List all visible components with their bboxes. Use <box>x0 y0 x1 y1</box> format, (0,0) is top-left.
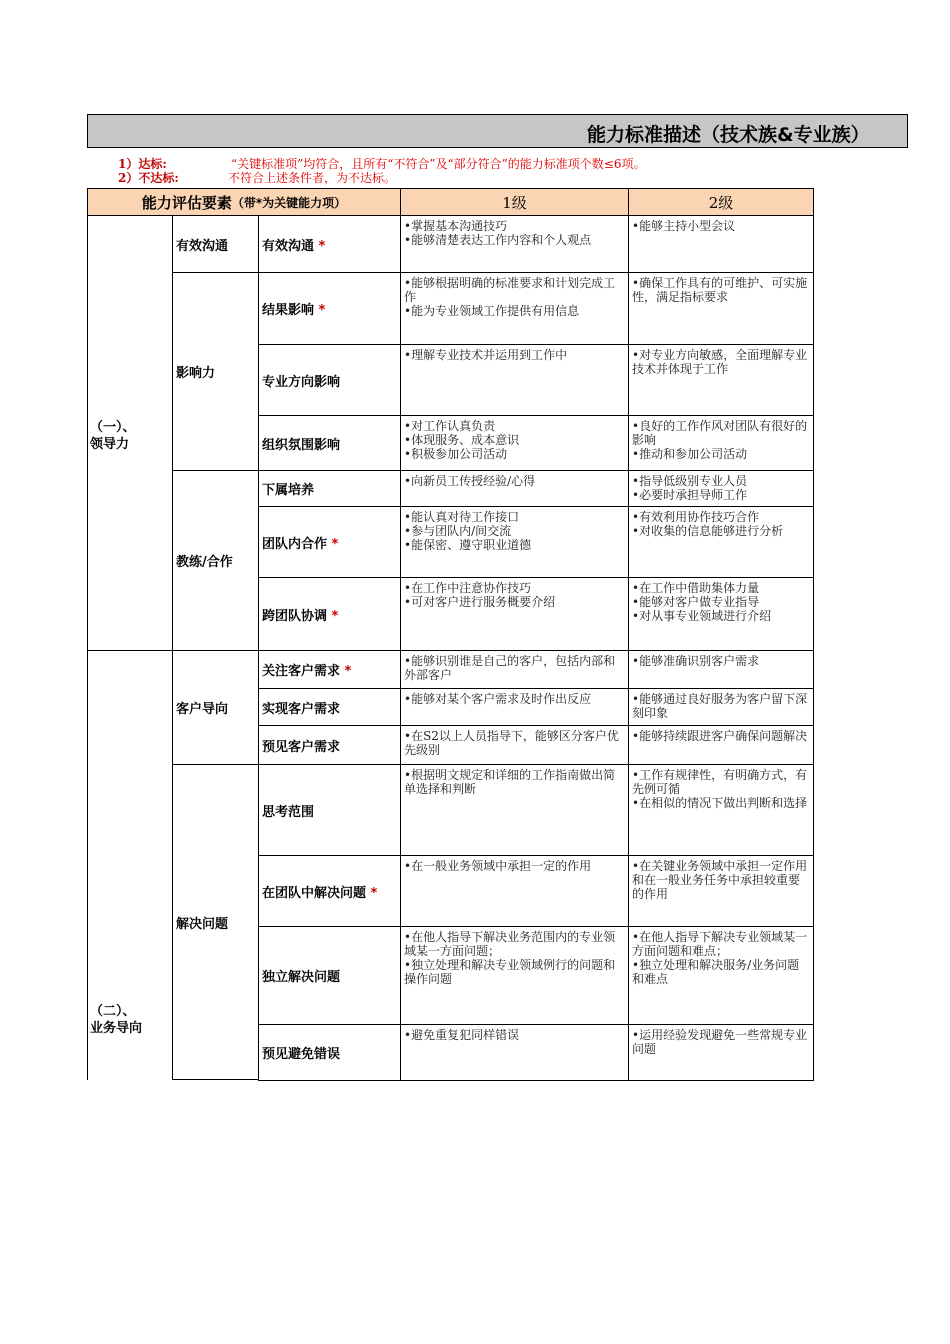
group-customer <box>172 650 259 765</box>
key-item-star: * <box>370 885 378 901</box>
item-row-1-name <box>258 272 401 345</box>
header-level1-cell <box>400 188 629 216</box>
header-level2-cell <box>628 188 814 216</box>
item-row-13-level1 <box>400 1024 629 1081</box>
page-title: 能力标准描述（技术族&专业族） <box>587 124 870 146</box>
criteria-note-fail-key: 2）不达标: <box>118 171 179 185</box>
item-row-1-level2-text: •确保工作具有的可维护、可实施性，满足指标要求 <box>632 276 808 304</box>
item-row-11-level2 <box>628 855 814 927</box>
category-label-business <box>90 1003 142 1037</box>
item-row-3-name <box>258 415 401 471</box>
group-customer-label: 客户导向 <box>176 702 229 717</box>
group-communication <box>172 215 259 273</box>
key-item-star: * <box>331 608 339 624</box>
item-row-5-level1-text: •能认真对待工作接口 •参与团队内/间交流 •能保密、遵守职业道德 <box>404 510 532 552</box>
item-row-8-level1 <box>400 688 629 726</box>
header-level2-label: 2级 <box>708 193 734 212</box>
item-row-2-name-text: 专业方向影响 <box>262 374 341 390</box>
item-row-4-level2 <box>628 470 814 507</box>
item-row-13-name-text: 预见避免错误 <box>262 1047 341 1062</box>
item-row-0-name <box>258 215 401 273</box>
item-row-9-level2 <box>628 725 814 765</box>
item-row-7-level2 <box>628 650 814 689</box>
item-row-6-level2 <box>628 577 814 651</box>
item-row-1-level1 <box>400 272 629 345</box>
item-row-4-level1 <box>400 470 629 507</box>
item-row-7-level1 <box>400 650 629 689</box>
criteria-note-fail <box>118 171 397 185</box>
item-row-5-level1 <box>400 506 629 578</box>
item-row-13-name <box>258 1024 401 1081</box>
item-row-12-level2-text: •在他人指导下解决专业领域某一方面问题和难点； •独立处理和解决服务/业务问题和难点 <box>632 930 808 986</box>
table-left-border <box>87 215 88 1080</box>
item-row-9-name <box>258 725 401 765</box>
item-row-13-level2 <box>628 1024 814 1081</box>
item-row-3-level1-text: •对工作认真负责 •体现服务、成本意识 •积极参加公司活动 <box>404 419 520 461</box>
item-row-13-level1-text: •避免重复犯同样错误 <box>404 1028 520 1042</box>
item-row-2-level1 <box>400 344 629 416</box>
item-row-11-level1 <box>400 855 629 927</box>
criteria-note-pass-text: “关键标准项”均符合，且所有“不符合”及“部分符合”的能力标准项个数≤6项。 <box>231 157 646 171</box>
criteria-note-pass-key: 1）达标: <box>118 157 167 171</box>
item-row-0-level2-text: •能够主持小型会议 <box>632 219 736 233</box>
item-row-2-name <box>258 344 401 416</box>
group-coaching-label: 教练/合作 <box>176 555 233 570</box>
item-row-7-level1-text: •能够识别谁是自己的客户，包括内部和外部客户 <box>404 654 616 682</box>
item-row-9-level1-text: •在S2以上人员指导下，能够区分客户优先级别 <box>404 729 619 757</box>
item-row-7-name <box>258 650 401 689</box>
item-row-8-level2 <box>628 688 814 726</box>
category-divider <box>87 650 173 651</box>
item-row-6-level1 <box>400 577 629 651</box>
item-row-5-level2-text: •有效利用协作技巧合作 •对收集的信息能够进行分析 <box>632 510 784 538</box>
item-row-10-level1 <box>400 764 629 856</box>
item-row-9-name-text: 预见客户需求 <box>262 739 341 755</box>
header-level1-label: 1级 <box>502 193 527 212</box>
item-row-10-level1-text: •根据明文规定和详细的工作指南做出简单选择和判断 <box>404 768 616 796</box>
item-row-8-name <box>258 688 401 726</box>
item-row-2-level2 <box>628 344 814 416</box>
key-item-star: * <box>331 536 339 552</box>
item-row-12-level2 <box>628 926 814 1025</box>
item-row-12-name-text: 独立解决问题 <box>262 970 341 985</box>
group-problem-solving <box>172 764 259 1080</box>
item-row-11-level2-text: •在关键业务领域中承担一定作用和在一般业务任务中承担较重要的作用 <box>632 859 808 901</box>
item-row-4-name-text: 下属培养 <box>262 483 315 498</box>
group-problem-solving-label: 解决问题 <box>176 916 229 932</box>
item-row-6-name-text: 跨团队协调 * <box>262 608 339 624</box>
item-row-12-name <box>258 926 401 1025</box>
category-leadership-text: （一）、 领导力 <box>90 420 136 452</box>
item-row-1-level1-text: •能够根据明确的标准要求和计划完成工作 •能为专业领域工作提供有用信息 <box>404 276 616 318</box>
group-coaching <box>172 470 259 651</box>
item-row-12-level1 <box>400 926 629 1025</box>
item-row-7-name-text: 关注客户需求 * <box>262 664 352 679</box>
category-label-leadership <box>90 419 136 453</box>
item-row-0-level1-text: •掌握基本沟通技巧 •能够清楚表达工作内容和个人观点 <box>404 219 592 247</box>
item-row-0-level2 <box>628 215 814 273</box>
item-row-11-level1-text: •在一般业务领域中承担一定的作用 <box>404 859 592 873</box>
item-row-10-level2 <box>628 764 814 856</box>
item-row-3-name-text: 组织氛围影响 <box>262 437 341 453</box>
item-row-2-level2-text: •对专业方向敏感，全面理解专业技术并体现于工作 <box>632 348 808 376</box>
key-item-star: * <box>344 664 352 679</box>
item-row-1-name-text: 结果影响 * <box>262 303 326 318</box>
criteria-note-fail-text: 不符合上述条件者，为不达标。 <box>228 171 397 185</box>
item-row-8-level1-text: •能够对某个客户需求及时作出反应 <box>404 692 592 706</box>
item-row-11-name <box>258 855 401 927</box>
item-row-13-level2-text: •运用经验发现避免一些常规专业问题 <box>632 1028 808 1056</box>
group-influence-label: 影响力 <box>176 366 216 381</box>
item-row-3-level2-text: •良好的工作作风对团队有很好的影响 •推动和参加公司活动 <box>632 419 808 461</box>
group-communication-label: 有效沟通 <box>176 238 229 254</box>
item-row-1-level2 <box>628 272 814 345</box>
header-element-label: 能力评估要素 <box>141 193 232 212</box>
item-row-5-name <box>258 506 401 578</box>
header-element-cell <box>87 188 401 216</box>
item-row-3-level1 <box>400 415 629 471</box>
item-row-4-level1-text: •向新员工传授经验/心得 <box>404 474 536 488</box>
item-row-10-name <box>258 764 401 856</box>
item-row-8-level2-text: •能够通过良好服务为客户留下深刻印象 <box>632 692 808 720</box>
category-business-text: （二）、 业务导向 <box>90 1004 143 1036</box>
criteria-note-pass <box>118 157 646 171</box>
item-row-12-level1-text: •在他人指导下解决业务范围内的专业领域某一方面问题； •独立处理和解决专业领域例行的问题和操作问题 <box>404 930 616 986</box>
title-bar <box>87 114 908 148</box>
item-row-4-level2-text: •指导低级别专业人员 •必要时承担导师工作 <box>632 474 748 502</box>
item-row-6-name <box>258 577 401 651</box>
item-row-3-level2 <box>628 415 814 471</box>
item-row-10-name-text: 思考范围 <box>262 804 315 820</box>
item-row-2-level1-text: •理解专业技术并运用到工作中 <box>404 348 568 362</box>
item-row-7-level2-text: •能够准确识别客户需求 <box>632 654 760 668</box>
item-row-0-name-text: 有效沟通 * <box>262 238 326 254</box>
item-row-9-level1 <box>400 725 629 765</box>
item-row-5-name-text: 团队内合作 * <box>262 536 339 552</box>
item-row-6-level1-text: •在工作中注意协作技巧 •可对客户进行服务概要介绍 <box>404 581 556 609</box>
item-row-10-level2-text: •工作有规律性，有明确方式，有先例可循 •在相似的情况下做出判断和选择 <box>632 768 808 810</box>
item-row-9-level2-text: •能够持续跟进客户确保问题解决 <box>632 729 808 743</box>
item-row-8-name-text: 实现客户需求 <box>262 701 341 717</box>
key-item-star: * <box>318 238 326 254</box>
item-row-11-name-text: 在团队中解决问题 * <box>262 885 378 901</box>
item-row-4-name <box>258 470 401 507</box>
header-element-note: （带*为关键能力项） <box>231 195 347 210</box>
item-row-0-level1 <box>400 215 629 273</box>
item-row-5-level2 <box>628 506 814 578</box>
group-influence <box>172 272 259 471</box>
item-row-6-level2-text: •在工作中借助集体力量 •能够对客户做专业指导 •对从事专业领域进行介绍 <box>632 581 772 623</box>
key-item-star: * <box>318 303 326 318</box>
